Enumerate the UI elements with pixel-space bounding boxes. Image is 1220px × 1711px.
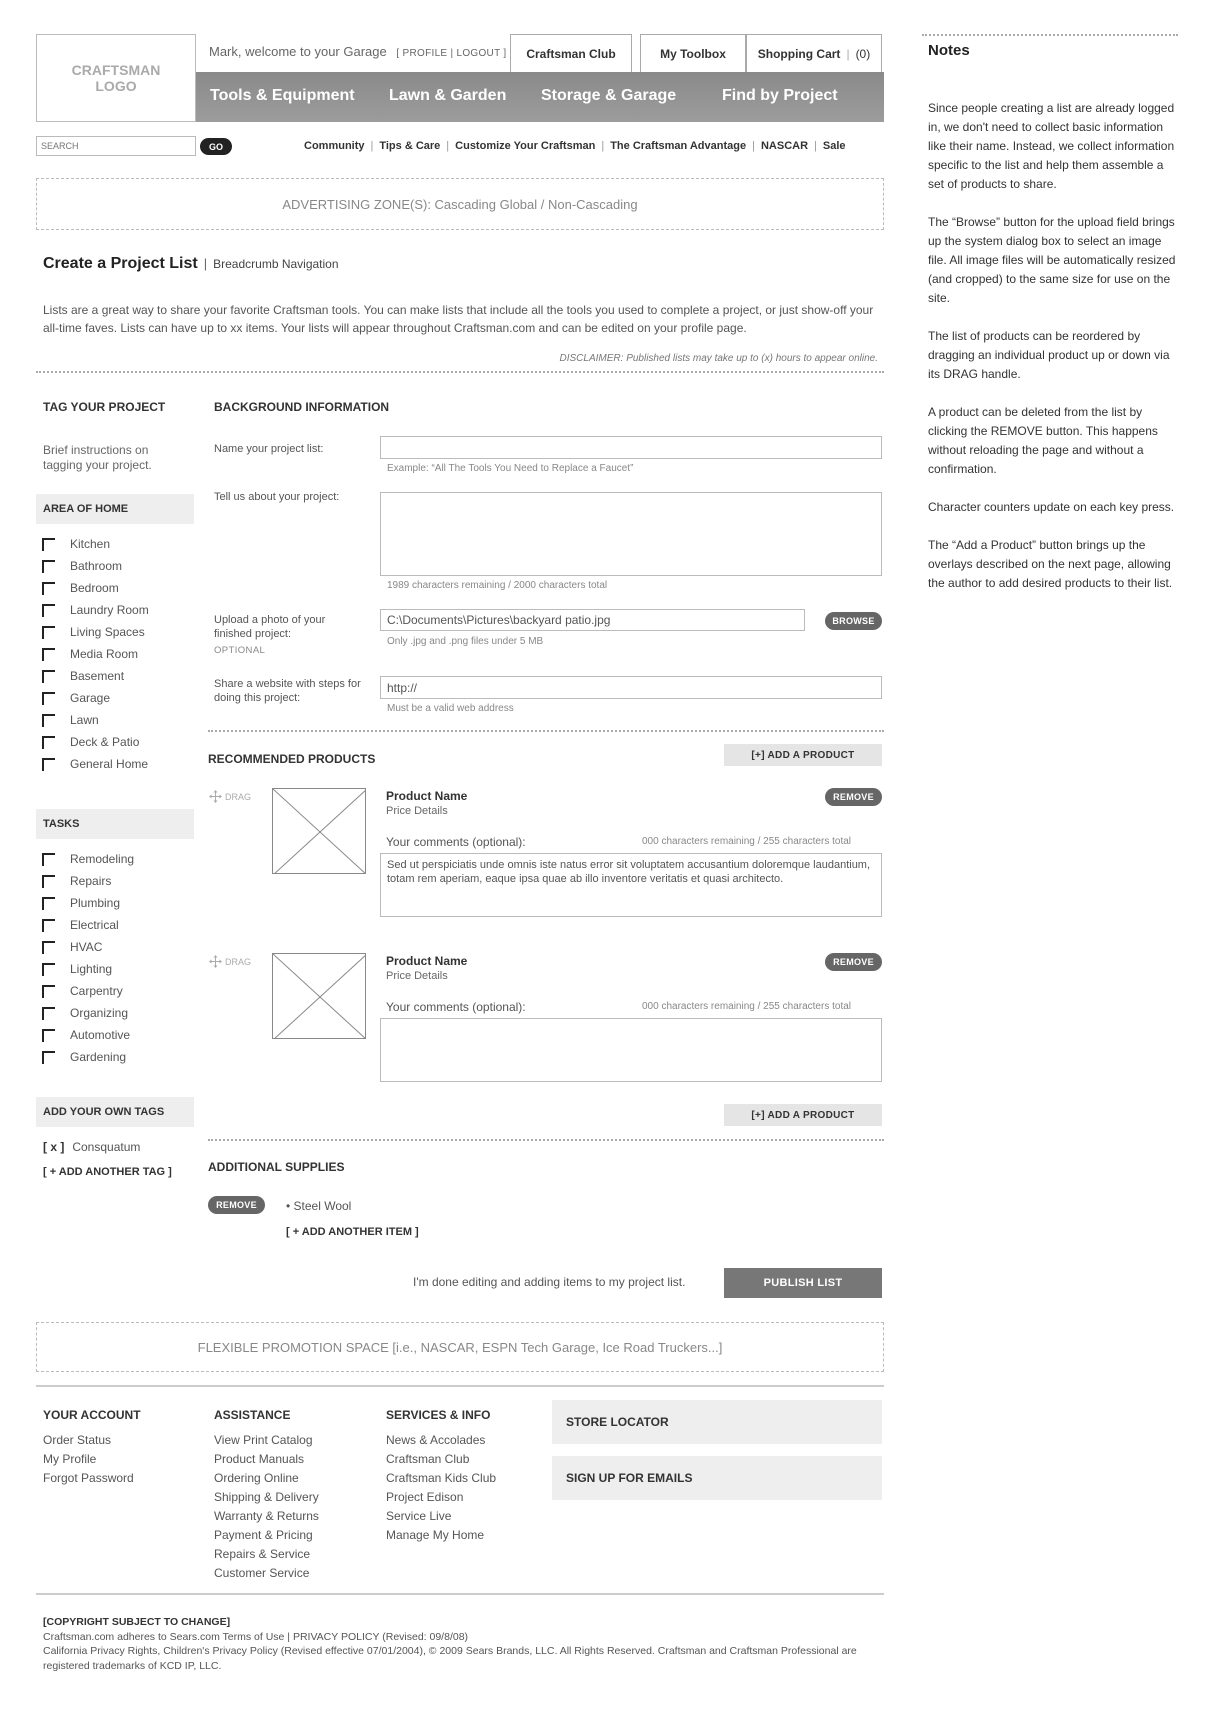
checkbox-label: Plumbing xyxy=(70,896,121,910)
welcome-text: Mark, welcome to your Garage xyxy=(209,44,387,59)
upload-hint: Only .jpg and .png files under 5 MB xyxy=(387,636,544,647)
website-label: Share a website with steps for doing this project: xyxy=(214,678,361,704)
comment-character-counter: 000 characters remaining / 255 characters total xyxy=(642,1001,851,1012)
publish-prompt: I'm done editing and adding items to my project list. xyxy=(413,1275,686,1289)
about-label: Tell us about your project: xyxy=(214,491,340,503)
about-project-textarea[interactable] xyxy=(380,492,882,576)
product-name[interactable]: Product Name xyxy=(386,954,468,968)
checkbox-label: Organizing xyxy=(70,1006,129,1020)
footer-assistance-links xyxy=(214,1431,319,1583)
footer-link[interactable]: Ordering Online xyxy=(214,1471,299,1485)
checkbox-label: HVAC xyxy=(70,940,103,954)
checkbox-lighting[interactable] xyxy=(42,958,112,980)
checkbox-label: Gardening xyxy=(70,1050,127,1064)
checkbox-label: Electrical xyxy=(70,918,119,932)
checkbox-laundry-room[interactable] xyxy=(42,599,149,621)
tab-shopping-cart[interactable] xyxy=(746,34,882,72)
upload-label: Upload a photo of your finished project: xyxy=(214,614,326,640)
intro-text: Lists are a great way to share your favorite Craftsman tools. You can make lists that include all the tools you used to complete a project, or just show-off your all-time faves. Lists can have up to xx items. Your lists will appear throughout Craftsman.com and can be edited on your profile page. xyxy=(43,303,874,335)
disclaimer: DISCLAIMER: Published lists may take up to (x) hours to appear online. xyxy=(559,353,878,364)
subnav-advantage[interactable]: The Craftsman Advantage xyxy=(610,140,747,152)
drag-label: DRAG xyxy=(225,956,252,967)
footer-link[interactable]: Warranty & Returns xyxy=(214,1509,319,1523)
footer-link[interactable]: News & Accolades xyxy=(386,1433,486,1447)
checkbox-label: Living Spaces xyxy=(70,625,145,639)
checkbox-icon[interactable] xyxy=(42,604,55,617)
tab-label: Shopping Cart xyxy=(757,46,841,61)
footer-link[interactable]: View Print Catalog xyxy=(214,1433,313,1447)
checkbox-icon[interactable] xyxy=(42,1029,55,1042)
footer-link[interactable]: Payment & Pricing xyxy=(214,1528,313,1542)
checkbox-icon[interactable] xyxy=(42,853,55,866)
footer-link[interactable]: Repairs & Service xyxy=(214,1547,311,1561)
sign-up-emails-button[interactable]: SIGN UP FOR EMAILS xyxy=(552,1456,882,1500)
tab-my-toolbox[interactable] xyxy=(640,34,746,72)
notes-title: Notes xyxy=(928,42,970,59)
checkbox-icon[interactable] xyxy=(42,736,55,749)
footer-services-links xyxy=(386,1431,496,1545)
nav-tools-equipment[interactable]: Tools & Equipment xyxy=(210,87,355,104)
add-product-button-bottom[interactable]: [+] ADD A PRODUCT xyxy=(724,1104,882,1126)
notes-body xyxy=(928,99,1180,612)
divider: | xyxy=(203,256,208,271)
note-paragraph: The “Browse” button for the upload field brings up the system dialog box to select an image file. All image files will be automatically resized (and cropped) to the same size for use on the site. xyxy=(928,215,1176,305)
checkbox-remodeling[interactable] xyxy=(42,848,134,870)
upload-photo-input[interactable]: C:\Documents\Pictures\backyard patio.jpg xyxy=(380,609,805,631)
divider: | xyxy=(601,140,605,152)
section-divider xyxy=(208,1139,884,1141)
checkbox-label: Laundry Room xyxy=(70,603,149,617)
add-product-button[interactable]: [+] ADD A PRODUCT xyxy=(724,744,882,766)
store-locator-button[interactable]: STORE LOCATOR xyxy=(552,1400,882,1444)
name-label: Name your project list: xyxy=(214,443,324,455)
divider: | xyxy=(446,140,450,152)
product-image-placeholder xyxy=(272,788,366,874)
checkbox-label: Deck & Patio xyxy=(70,735,140,749)
project-name-input[interactable] xyxy=(380,436,882,459)
checkbox-kitchen[interactable] xyxy=(42,533,110,555)
profile-logout-links[interactable]: [ PROFILE | LOGOUT ] xyxy=(396,48,507,59)
website-hint: Must be a valid web address xyxy=(387,703,514,714)
checkbox-label: Media Room xyxy=(70,647,139,661)
checkbox-carpentry[interactable] xyxy=(42,980,123,1002)
publish-list-button[interactable]: PUBLISH LIST xyxy=(724,1268,882,1298)
footer-link[interactable]: Craftsman Kids Club xyxy=(386,1471,497,1485)
remove-tag-button[interactable]: [ x ] xyxy=(43,1140,65,1154)
checkbox-icon[interactable] xyxy=(42,538,55,551)
area-of-home-header: AREA OF HOME xyxy=(36,494,194,524)
comment-character-counter: 000 characters remaining / 255 characters total xyxy=(642,836,851,847)
footer-link[interactable]: Craftsman Club xyxy=(386,1452,470,1466)
subnav-tips-care[interactable]: Tips & Care xyxy=(379,140,441,152)
checkbox-automotive[interactable] xyxy=(42,1024,130,1046)
legal-copyright: California Privacy Rights, Children's Privacy Policy (Revised effective 07/01/2004), © 2009 Sears Brands, LLC. All Rights Reserved. Craftsman and Craftsman Professional are registered trademarks of KCD IP, LLC. xyxy=(43,1645,857,1672)
browse-button[interactable]: BROWSE xyxy=(825,612,882,630)
product-image-placeholder xyxy=(272,953,366,1039)
footer-link[interactable]: Forgot Password xyxy=(43,1471,134,1485)
notes-divider xyxy=(922,34,1178,36)
checkbox-plumbing[interactable] xyxy=(42,892,120,914)
footer-divider xyxy=(36,1593,884,1595)
cart-count: (0) xyxy=(855,46,871,61)
checkbox-label: Garage xyxy=(70,691,111,705)
logo-text: CRAFTSMAN LOGO xyxy=(71,62,161,94)
checkbox-icon[interactable] xyxy=(42,670,55,683)
promotion-zone xyxy=(36,1322,884,1372)
background-info-title: BACKGROUND INFORMATION xyxy=(214,400,390,414)
title-text: Create a Project List xyxy=(43,255,198,272)
checkbox-basement[interactable] xyxy=(42,665,124,687)
checkbox-label: General Home xyxy=(70,757,149,771)
checkbox-icon[interactable] xyxy=(42,692,55,705)
footer-link[interactable]: Product Manuals xyxy=(214,1452,305,1466)
checkbox-icon[interactable] xyxy=(42,1007,55,1020)
footer-link[interactable]: My Profile xyxy=(43,1452,97,1466)
add-own-tags-header: ADD YOUR OWN TAGS xyxy=(36,1097,194,1127)
checkbox-icon[interactable] xyxy=(42,560,55,573)
recommended-products-title: RECOMMENDED PRODUCTS xyxy=(208,752,376,766)
footer-divider xyxy=(36,1385,884,1387)
drag-handle[interactable] xyxy=(208,954,251,969)
note-paragraph: Since people creating a list are already logged in, we don't need to collect basic information like their name. Instead, we collect information specific to the list and help them assemble a set of products to share. xyxy=(928,101,1175,191)
note-paragraph: Character counters update on each key press. xyxy=(928,500,1175,514)
checkbox-icon[interactable] xyxy=(42,648,55,661)
footer-link[interactable]: Service Live xyxy=(386,1509,452,1523)
main-nav xyxy=(196,72,884,122)
comments-label: Your comments (optional): xyxy=(386,835,526,849)
note-paragraph: The list of products can be reordered by dragging an individual product up or down via its DRAG handle. xyxy=(928,329,1170,381)
tasks-header: TASKS xyxy=(36,809,194,839)
divider: | xyxy=(814,140,817,152)
checkbox-garage[interactable] xyxy=(42,687,110,709)
checkbox-icon[interactable] xyxy=(42,985,55,998)
nav-storage-garage[interactable]: Storage & Garage xyxy=(541,87,677,104)
tab-label: My Toolbox xyxy=(660,46,726,61)
checkbox-label: Bathroom xyxy=(70,559,123,573)
checkbox-icon[interactable] xyxy=(42,963,55,976)
note-paragraph: The “Add a Product” button brings up the overlays described on the next page, allowing the author to add desired products to their list. xyxy=(928,538,1173,590)
checkbox-gardening[interactable] xyxy=(42,1046,126,1068)
checkbox-living-spaces[interactable] xyxy=(42,621,145,643)
breadcrumb[interactable]: Breadcrumb Navigation xyxy=(213,257,339,271)
add-another-tag-link[interactable]: [ + ADD ANOTHER TAG ] xyxy=(43,1166,172,1178)
footer-link[interactable]: Shipping & Delivery xyxy=(214,1490,319,1504)
own-tag-row xyxy=(43,1140,140,1154)
legal-heading: [COPYRIGHT SUBJECT TO CHANGE] xyxy=(43,1616,231,1628)
checkbox-icon[interactable] xyxy=(42,714,55,727)
checkbox-label: Carpentry xyxy=(70,984,123,998)
product-name[interactable]: Product Name xyxy=(386,789,468,803)
footer-link[interactable]: Manage My Home xyxy=(386,1528,485,1542)
footer-account-links xyxy=(43,1431,134,1488)
remove-product-button[interactable]: REMOVE xyxy=(825,953,882,971)
checkbox-organizing[interactable] xyxy=(42,1002,128,1024)
checkbox-icon[interactable] xyxy=(42,897,55,910)
checkbox-deck-patio[interactable] xyxy=(42,731,139,753)
note-paragraph: A product can be deleted from the list by clicking the REMOVE button. This happens without reloading the page and without a confirmation. xyxy=(928,405,1158,476)
checkbox-label: Bedroom xyxy=(70,581,119,595)
website-input[interactable]: http:// xyxy=(380,676,882,699)
checkbox-label: Basement xyxy=(70,669,125,683)
checkbox-hvac[interactable] xyxy=(42,936,102,958)
advertising-zone xyxy=(36,178,884,230)
checkbox-icon[interactable] xyxy=(42,582,55,595)
comment-textarea[interactable] xyxy=(380,1018,882,1082)
move-icon xyxy=(208,789,223,804)
footer-assistance-title: ASSISTANCE xyxy=(214,1408,291,1422)
subnav-community[interactable]: Community xyxy=(304,140,365,152)
search-input[interactable] xyxy=(36,136,196,156)
add-another-item-link[interactable]: [ + ADD ANOTHER ITEM ] xyxy=(286,1226,419,1238)
tag-your-project-title: TAG YOUR PROJECT xyxy=(43,400,166,414)
remove-supply-button[interactable]: REMOVE xyxy=(208,1196,265,1214)
checkbox-bedroom[interactable] xyxy=(42,577,119,599)
page-title xyxy=(43,255,339,273)
drag-handle[interactable] xyxy=(208,789,251,804)
checkbox-label: Lighting xyxy=(70,962,113,976)
go-button[interactable]: GO xyxy=(200,138,232,155)
move-icon xyxy=(208,954,223,969)
footer-link[interactable]: Customer Service xyxy=(214,1566,310,1580)
checkbox-electrical[interactable] xyxy=(42,914,119,936)
checkbox-icon[interactable] xyxy=(42,626,55,639)
remove-product-button[interactable]: REMOVE xyxy=(825,788,882,806)
drag-label: DRAG xyxy=(225,791,252,802)
checkbox-lawn[interactable] xyxy=(42,709,99,731)
welcome-bar xyxy=(209,44,506,59)
sub-nav xyxy=(304,140,846,152)
checkbox-icon[interactable] xyxy=(42,875,55,888)
ad-zone-label: ADVERTISING ZONE(S): Cascading Global / Non-Cascading xyxy=(282,196,638,212)
about-character-counter: 1989 characters remaining / 2000 characters total xyxy=(387,580,608,591)
checkbox-label: Remodeling xyxy=(70,852,135,866)
checkbox-icon[interactable] xyxy=(42,1051,55,1064)
checkbox-icon[interactable] xyxy=(42,919,55,932)
legal-terms[interactable]: Craftsman.com adheres to Sears.com Terms of Use | PRIVACY POLICY (Revised: 09/8/08) xyxy=(43,1630,469,1643)
checkbox-media-room[interactable] xyxy=(42,643,138,665)
footer-link[interactable]: Project Edison xyxy=(386,1490,464,1504)
footer-link[interactable]: Order Status xyxy=(43,1433,112,1447)
comment-textarea[interactable]: Sed ut perspiciatis unde omnis iste natus error sit voluptatem accusantium doloremque laudantium, totam rem aperiam, eaque ipsa quae ab illo inventore veritatis et quasi architecto. xyxy=(380,853,882,917)
comments-label: Your comments (optional): xyxy=(386,1000,526,1014)
tab-label: Craftsman Club xyxy=(526,46,616,61)
promo-zone-label: FLEXIBLE PROMOTION SPACE [i.e., NASCAR, ESPN Tech Garage, Ice Road Truckers...] xyxy=(197,1339,723,1355)
subnav-nascar[interactable]: NASCAR xyxy=(760,140,809,152)
checkbox-label: Repairs xyxy=(70,874,112,888)
checkbox-icon[interactable] xyxy=(42,941,55,954)
subnav-customize[interactable]: Customize Your Craftsman xyxy=(455,140,596,152)
nav-find-by-project[interactable]: Find by Project xyxy=(722,87,838,104)
checkbox-bathroom[interactable] xyxy=(42,555,122,577)
checkbox-label: Automotive xyxy=(70,1028,131,1042)
nav-lawn-garden[interactable]: Lawn & Garden xyxy=(389,87,507,104)
legal-text xyxy=(43,1615,883,1673)
product-price: Price Details xyxy=(386,970,448,982)
product-price: Price Details xyxy=(386,805,448,817)
footer-your-account-title: YOUR ACCOUNT xyxy=(43,1408,141,1422)
divider: | xyxy=(846,46,850,61)
upload-optional-label: OPTIONAL xyxy=(214,645,266,656)
checkbox-label: Kitchen xyxy=(70,537,111,551)
own-tag-label: Consquatum xyxy=(72,1140,141,1154)
name-example-hint: Example: “All The Tools You Need to Replace a Faucet” xyxy=(387,463,634,474)
craftsman-logo[interactable] xyxy=(36,34,196,122)
subnav-sale[interactable]: Sale xyxy=(822,140,846,152)
additional-supplies-title: ADDITIONAL SUPPLIES xyxy=(208,1160,345,1174)
section-divider xyxy=(208,730,884,732)
checkbox-icon[interactable] xyxy=(42,758,55,771)
section-divider xyxy=(36,371,884,373)
checkbox-repairs[interactable] xyxy=(42,870,111,892)
tab-craftsman-club[interactable] xyxy=(510,34,632,72)
divider: | xyxy=(370,140,374,152)
checkbox-general-home[interactable] xyxy=(42,753,148,775)
divider: | xyxy=(752,140,755,152)
tag-instructions: Brief instructions on tagging your project. xyxy=(43,443,152,472)
footer-services-title: SERVICES & INFO xyxy=(386,1408,491,1422)
checkbox-label: Lawn xyxy=(70,713,99,727)
supply-item: • Steel Wool xyxy=(286,1199,352,1213)
